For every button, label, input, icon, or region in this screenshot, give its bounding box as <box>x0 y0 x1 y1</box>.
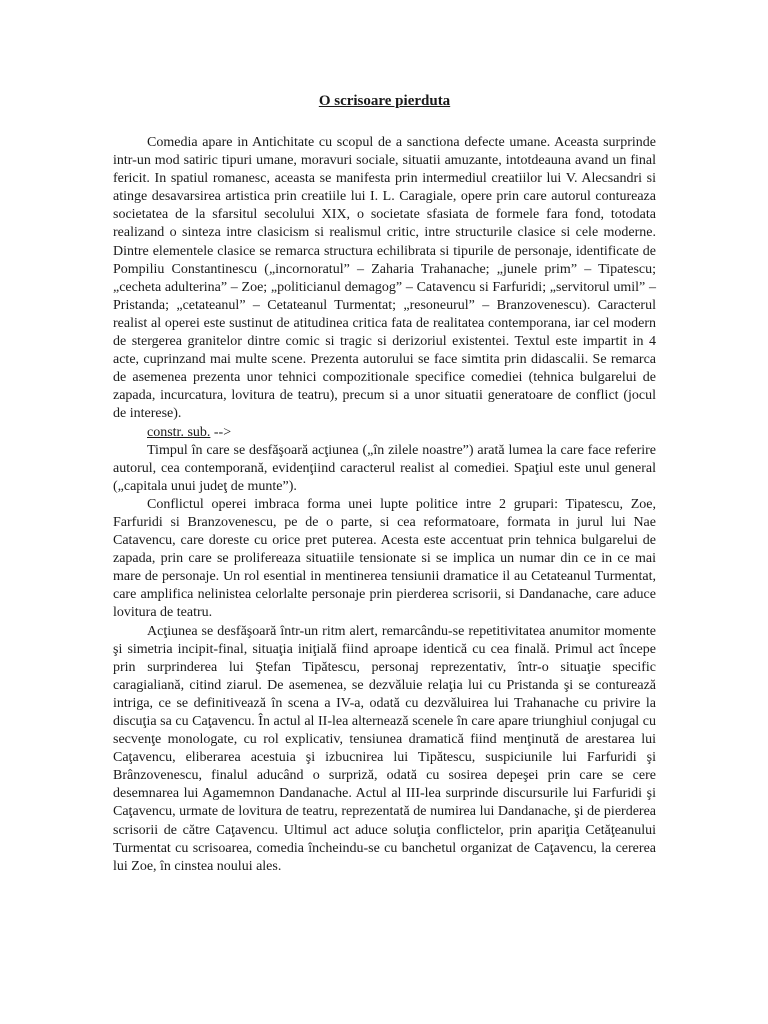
structure-link[interactable]: constr. sub. <box>147 424 211 440</box>
paragraph-conflict: Conflictul operei imbraca forma unei lupte politice intre 2 grupari: Tipatescu, Zoe, Farfuridi si Branzovenescu, pe de o parte, si cea reformatoare, formata in jurul lui Nae Catavencu, care doreste cu orice pret puterea. Acesta este accentuat prin tehnica bulgarelui de zapada, prin care se prolifereaza situatiile tensionate si se implica un numar din ce in ce mai mare de personaje. Un rol esential in mentinerea tensiunii dramatice il au Cetateanul Turmentat, care amplifica nelinistea celorlalte personaje prin pierderea scrisorii, si Dandanache, care aduce lovitura de teatru. <box>113 496 656 621</box>
document-title: O scrisoare pierduta <box>318 93 451 109</box>
structure-marker <box>113 424 656 442</box>
paragraph-time-space: Timpul în care se desfăşoară acţiunea („în zilele noastre”) arată lumea la care face referire autorul, cea contemporană, evidenţiind caracterul realist al comediei. Spaţiul este unul general („capitala unui judeţ de munte”). <box>113 442 656 494</box>
paragraph-intro: Comedia apare in Antichitate cu scopul de a sanctiona defecte umane. Aceasta surprinde intr-un mod satiric tipuri umane, moravuri sociale, situatii amuzante, intotdeauna avand un final fericit. In spatiul romanesc, aceasta se manifesta prin intermediul creatiilor lui V. Alecsandri si atinge desavarsirea artistica prin creatiile lui I. L. Caragiale, opere prin care autorul contureaza societatea de la sfarsitul secolului XIX, o societate sfasiata de formele fara fond, totodata realizand o sinteza intre clasicism si realismul critic, intre structurile clasice si cele moderne. Dintre elementele clasice se remarca structura echilibrata si tipurile de personaje, identificate de Pompiliu Constantinescu („incornoratul” – Zaharia Trahanache; „junele prim” – Tipatescu; „cecheta adulterina” – Zoe; „politicianul demagog” – Catavencu si Farfuridi; „servitorul umil” – Pristanda; „cetateanul” – Cetateanul Turmentat; „resoneurul” – Branzovenescu). Caracterul realist al operei este sustinut de atitudinea critica fata de realitatea contemporana, iar cel modern de stergerea granitelor dintre comic si tragic si derizoriul existentei. Textul este impartit in 4 acte, cuprinzand mai multe scene. Prezenta autorului se face simtita prin didascalii. Se remarca de asemenea prezenta unor tehnici compozitionale specifice comediei (tehnica bulgarelui de zapada, incurcatura, lovitura de teatru), precum si a unor situatii generatoare de conflict (jocul de interese). <box>113 135 656 422</box>
paragraph-action: Acţiunea se desfăşoară într-un ritm alert, remarcându-se repetitivitatea anumitor momente şi simetria incipit-final, situaţia iniţială fiind aproape identică cu cea finală. Primul act începe prin surprinderea lui Ştefan Tipătescu, personaj reprezentativ, într-o situaţie specific caragialiană, citind ziarul. De asemenea, se dezvăluie relaţia lui cu Pristanda şi se conturează intriga, ce se definitivează în scena a IV-a, odată cu dezvăluirea lui Trahanache cu privire la discuţia sa cu Caţavencu. În actul al II-lea alternează scenele în care apare triunghiul conjugal cu secvenţe monologate, cu rol explicativ, tensiunea dramatică fiind menţinută de arestarea lui Caţavencu, eliberarea acestuia şi izbucnirea lui Tipătescu, suspiciunile lui Farfuridi şi Brânzovenescu, finalul aducând o surpriză, odată cu sosirea depeşei prin care se cere desemnarea lui Agamemnon Dandanache. Actul al III-lea surprinde discursurile lui Farfuridi şi Caţavencu, urmate de lovitura de teatru, reprezentată de numirea lui Dandanache, şi de pierderea scrisorii de către Caţavencu. Ultimul act aduce soluţia conflictelor, prin apariţia Cetăţeanului Turmentat cu scrisoarea, comedia încheindu-se cu banchetul organizat de Caţavencu, la cererea lui Zoe, în cinstea noului ales. <box>113 623 656 874</box>
arrow-text: --> <box>213 424 232 440</box>
